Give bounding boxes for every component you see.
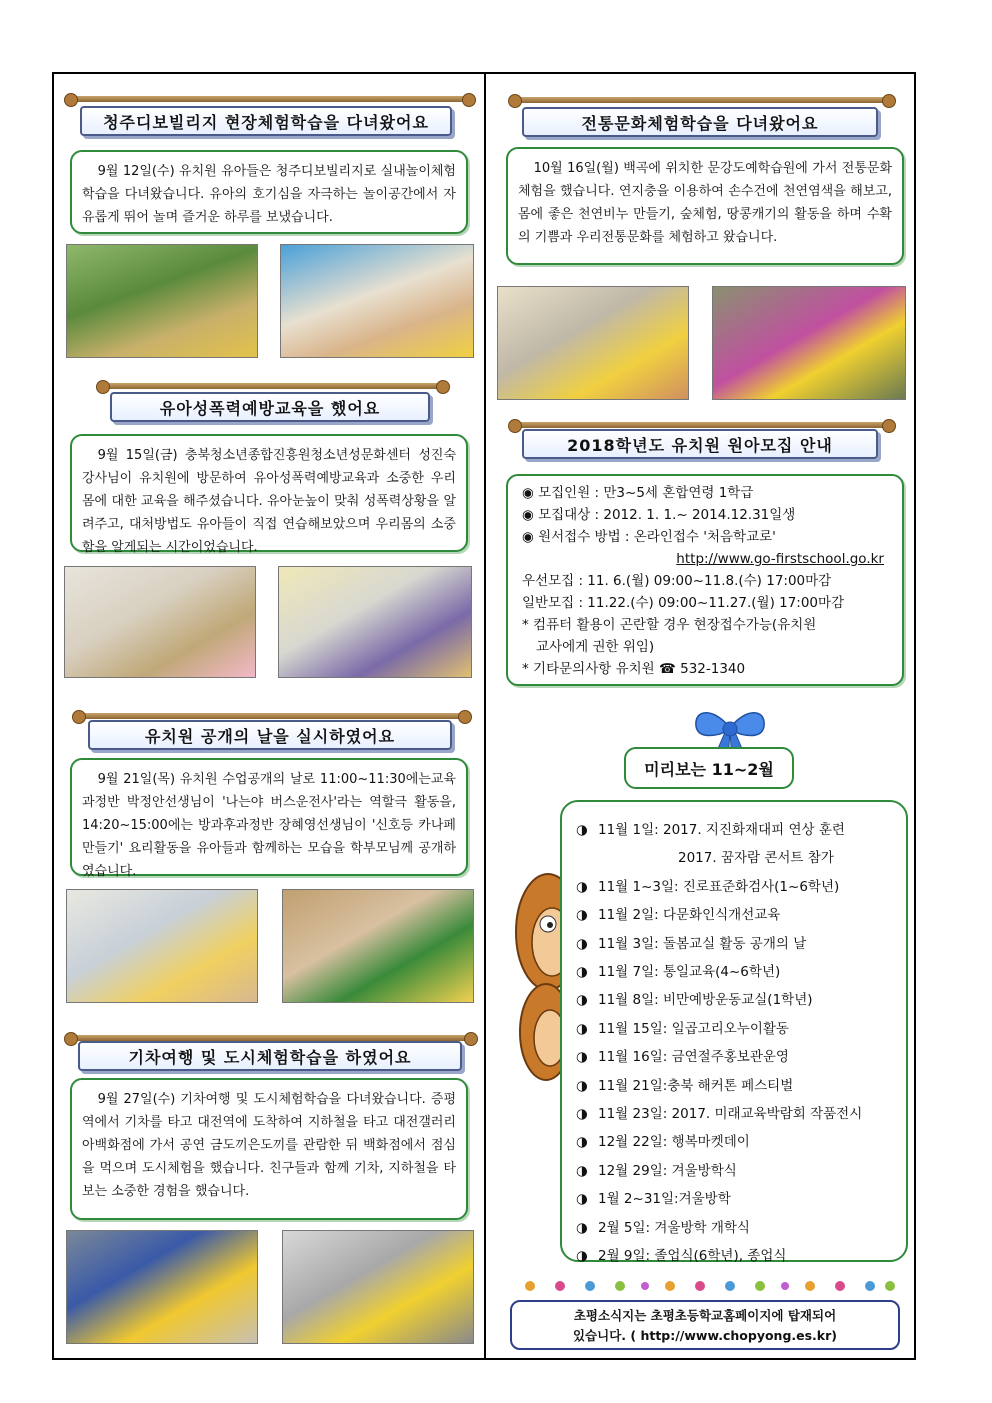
half-circle-icon: ◑ — [576, 822, 588, 838]
banner-knob — [436, 380, 450, 394]
banner-rod — [78, 713, 462, 719]
schedule-item: ◑ 11월 2일: 다문화인식개선교육 — [576, 901, 906, 929]
photo-train-ride — [66, 1230, 258, 1344]
banner-rod — [70, 96, 466, 102]
half-circle-icon: ◑ — [576, 1077, 588, 1094]
section-title-debovillage: 청주디보빌리지 현장체험학습을 다녀왔어요 — [80, 106, 452, 136]
recruit-contact: * 기타문의사항 유치원 ☎ 532-1340 — [522, 661, 746, 677]
section-title-recruitment: 2018학년도 유치원 원아모집 안내 — [522, 429, 878, 459]
recruit-note-onsite-cont: 교사에게 권한 위임) — [536, 639, 655, 655]
schedule-item: ◑ 11월 15일: 일곱고리오누이활동 — [576, 1015, 906, 1043]
recruit-url-line — [522, 548, 888, 570]
recruit-note-onsite: * 컴퓨터 활용이 곤란할 경우 현장접수가능(유치원 — [522, 617, 817, 633]
banner-knob — [462, 93, 476, 107]
schedule-item: ◑ 11월 8일: 비만예방운동교실(1학년) — [576, 986, 906, 1014]
half-circle-icon: ◑ — [576, 935, 588, 952]
schedule-item: ◑ 11월 23일: 2017. 미래교육박람회 작품전시 — [576, 1100, 906, 1128]
half-circle-icon: ◑ — [576, 1191, 588, 1208]
banner-rod — [514, 97, 886, 103]
photo-open-class-2 — [282, 889, 474, 1003]
photo-subway-station — [282, 1230, 474, 1344]
banner-knob — [458, 710, 472, 724]
text-box-safety-education — [70, 434, 468, 555]
schedule-item: 2017. 꿈자람 콘서트 참가 — [678, 850, 834, 867]
half-circle-icon: ◑ — [576, 1162, 588, 1179]
footer-line-2[interactable]: 있습니다. ( http://www.chopyong.es.kr) — [572, 1328, 838, 1343]
recruit-capacity: ◉ 모집인원 : 만3~5세 혼합연령 1학급 — [522, 485, 754, 501]
banner-knob — [64, 1032, 78, 1046]
half-circle-icon: ◑ — [576, 1020, 588, 1037]
banner-knob — [464, 1032, 478, 1046]
section-title-open-day: 유치원 공개의 날을 실시하였어요 — [88, 720, 452, 750]
text-box-open-day — [70, 758, 468, 879]
schedule-box — [560, 800, 908, 1265]
photo-kids-playroom — [280, 244, 474, 358]
photo-class-lesson-2 — [278, 566, 472, 678]
banner-knob — [72, 710, 86, 724]
schedule-item: ◑ 2월 9일: 졸업식(6학년), 종업식 — [576, 1242, 906, 1270]
bullet-icon: ◉ — [522, 507, 534, 523]
recruit-application: ◉ 원서접수 방법 : 온라인접수 '처음학교로' — [522, 529, 776, 545]
half-circle-icon: ◑ — [576, 1134, 588, 1151]
recruit-box — [506, 474, 904, 686]
schedule-item: ◑ 12월 22일: 행복마켓데이 — [576, 1128, 906, 1156]
homepage-notice — [510, 1300, 900, 1350]
photo-pottery-class — [497, 286, 689, 400]
schedule-item: ◑ 11월 1~3일: 진로표준화검사(1~6학년) — [576, 873, 906, 901]
schedule-item: ◑ 11월 21일:충북 해커톤 페스티벌 — [576, 1072, 906, 1100]
section-title-train-trip: 기차여행 및 도시체험학습을 하였어요 — [78, 1041, 462, 1071]
section-title-safety-education: 유아성폭력예방교육을 했어요 — [110, 392, 430, 422]
half-circle-icon: ◑ — [576, 907, 588, 924]
photo-open-class-1 — [66, 889, 258, 1003]
half-circle-icon: ◑ — [576, 964, 588, 981]
photo-kids-with-teddy-bears — [66, 244, 258, 358]
schedule-item: ◑ 11월 7일: 통일교육(4~6학년) — [576, 958, 906, 986]
preview-title: 미리보는 11~2월 — [624, 747, 794, 789]
banner-knob — [508, 94, 522, 108]
section-title-traditional-culture: 전통문화체험학습을 다녀왔어요 — [522, 107, 878, 137]
schedule-item: ◑ 1월 2~31일:겨울방학 — [576, 1185, 906, 1213]
schedule-item: ◑ 11월 16일: 금연절주홍보관운영 — [576, 1043, 906, 1071]
firstschool-link[interactable]: http://www.go-firstschool.go.kr — [676, 551, 884, 567]
banner-rod — [514, 422, 886, 428]
body-text: 9월 12일(수) 유치원 유아들은 청주디보빌리지로 실내놀이체험학습을 다녀왔습니다. 유아의 호기심을 자극하는 놀이공간에서 자유롭게 뛰어 놀며 즐거운 하루를 보냈습니다. — [82, 164, 456, 225]
bullet-icon: ◉ — [522, 485, 534, 501]
bullet-icon: ◉ — [522, 529, 534, 545]
text-box-train-trip — [70, 1078, 468, 1220]
half-circle-icon: ◑ — [576, 1219, 588, 1236]
photo-natural-dye-scarf — [712, 286, 906, 400]
body-text: 9월 15일(금) 충북청소년종합진흥원청소년성문화센터 성진숙강사님이 유치원에 방문하여 유아성폭력예방교육과 소중한 우리 몸에 대한 교육을 해주셨습니다. 유아눈높이 맞춰 성폭력상황을 알려주고, 대처방법도 유아들이 직접 연습해보았으며 우리몸의 소중함을 알게되는 시간이었습니다. — [82, 448, 456, 555]
body-text: 9월 27일(수) 기차여행 및 도시체험학습을 다녀왔습니다. 증평역에서 기차를 타고 대전역에 도착하여 지하철을 타고 대전갤러리아백화점에 가서 공연 금도끼은도끼를 관람한 뒤 백화점에서 점심을 먹으며 도시체험을 했습니다. 친구들과 함께 기차, 지하철을 타보는 소중한 경험을 했습니다. — [82, 1092, 456, 1199]
recruit-target: ◉ 모집대상 : 2012. 1. 1.~ 2014.12.31일생 — [522, 507, 796, 523]
photo-class-lesson-1 — [64, 566, 256, 678]
half-circle-icon: ◑ — [576, 878, 588, 895]
banner-knob — [96, 380, 110, 394]
schedule-item: ◑ 11월 3일: 돌봄교실 활동 공개의 날 — [576, 930, 906, 958]
banner-knob — [882, 94, 896, 108]
flower-border-icon — [520, 1276, 900, 1296]
half-circle-icon: ◑ — [576, 1106, 588, 1123]
banner-knob — [508, 419, 522, 433]
recruit-general: 일반모집 : 11.22.(수) 09:00~11.27.(월) 17:00마감 — [522, 595, 845, 611]
schedule-item: ◑ 2월 5일: 겨울방학 개학식 — [576, 1214, 906, 1242]
body-text: 9월 21일(목) 유치원 수업공개의 날로 11:00~11:30에는교육과정반 박정안선생님이 '나는야 버스운전사'라는 역할극 활동을, 14:20~15:00에는 방과후과정반 장혜영선생님이 '신호등 카나페 만들기' 요리활동을 유아들과 함께하는 모습을 학부모님께 공개하였습니다. — [82, 772, 456, 879]
text-box-traditional-culture — [506, 147, 904, 265]
schedule-item: ◑ 11월 1일: 2017. 지진화재대피 연상 훈련 — [576, 816, 906, 844]
banner-knob — [882, 419, 896, 433]
recruit-early: 우선모집 : 11. 6.(월) 09:00~11.8.(수) 17:00마감 — [522, 573, 832, 589]
half-circle-icon: ◑ — [576, 992, 588, 1009]
half-circle-icon: ◑ — [576, 1248, 588, 1265]
banner-rod — [102, 383, 440, 389]
footer-line-1: 초평소식지는 초평초등학교홈페이지에 탑재되어 — [573, 1308, 837, 1323]
schedule-item: ◑ 12월 29일: 겨울방학식 — [576, 1157, 906, 1185]
column-divider — [484, 72, 486, 1360]
text-box-debovillage — [70, 150, 468, 234]
body-text: 10월 16일(월) 백곡에 위치한 문강도예학습원에 가서 전통문화체험을 했습니다. 연지충을 이용하여 손수건에 천연염색을 해보고, 몸에 좋은 천연비누 만들기, 숲체험, 땅콩캐기의 활동을 하며 수확의 기쁨과 우리전통문화를 체험하고 왔습니다. — [518, 161, 892, 245]
banner-knob — [64, 93, 78, 107]
half-circle-icon: ◑ — [576, 1049, 588, 1066]
